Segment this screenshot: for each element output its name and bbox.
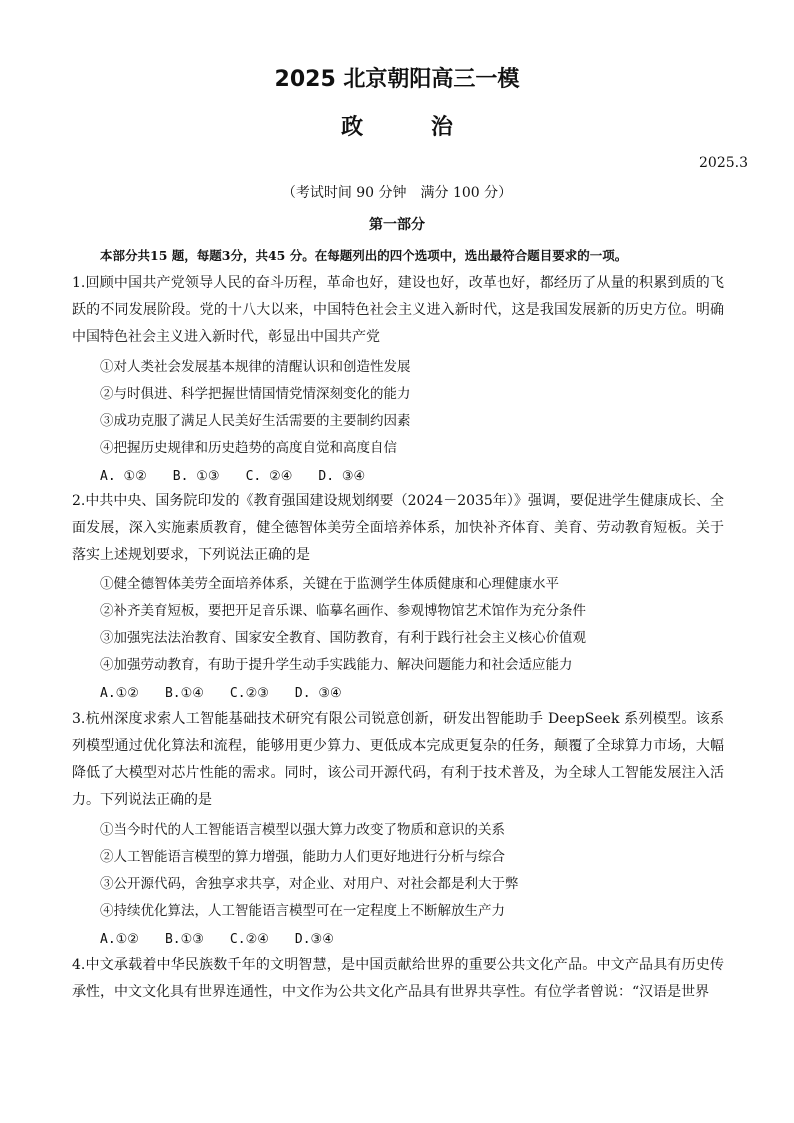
question-3-option-1: ①当今时代的人工智能语言模型以强大算力改变了物质和意识的关系 xyxy=(100,822,505,838)
question-3-text: 3.杭州深度求索人工智能基础技术研究有限公司锐意创新，研发出智能助手 DeepSeek 系列模型。该系列模型通过优化算法和流程，能够用更少算力、更低成本完成更复杂的任务，颠覆了全球算力市场，大幅降低了大模型对芯片性能的需求。同时，该公司开源代码，有利于技术普及，为全球人工智能发展注入活力。下列说法正确的是 xyxy=(72,711,724,808)
question-2-option-4: ④加强劳动教育，有助于提升学生动手实践能力、解决问题能力和社会适应能力 xyxy=(100,657,573,673)
question-1-option-4: ④把握历史规律和历史趋势的高度自觉和高度自信 xyxy=(100,440,397,456)
question-4-text: 4.中文承载着中华民族数千年的文明智慧，是中国贡献给世界的重要公共文化产品。中文产品具有历史传承性，中文文化具有世界连通性，中文作为公共文化产品具有世界共享性。有位学者曾说：“汉语是世界 xyxy=(72,957,724,1000)
exam-date: 2025.3 xyxy=(699,155,748,171)
question-3-option-4: ④持续优化算法，人工智能语言模型可在一定程度上不断解放生产力 xyxy=(100,903,505,919)
part-heading: 第一部分 xyxy=(369,217,425,233)
question-2-option-3: ③加强宪法法治教育、国家安全教育、国防教育，有利于践行社会主义核心价值观 xyxy=(100,630,586,646)
question-1-text: 1.回顾中国共产党领导人民的奋斗历程，革命也好，建设也好，改革也好，都经历了从量的积累到质的飞跃的不同发展阶段。党的十八大以来，中国特色社会主义进入新时代，这是我国发展新的历史方位。明确中国特色社会主义进入新时代，彰显出中国共产党 xyxy=(72,275,724,345)
question-1-option-1: ①对人类社会发展基本规律的清醒认识和创造性发展 xyxy=(100,359,411,375)
question-2-answers: A.①② B.①④ C.②③ D. ③④ xyxy=(100,686,342,701)
exam-title: 2025 北京朝阳高三一模 xyxy=(274,67,520,92)
question-2-text: 2.中共中央、国务院印发的《教育强国建设规划纲要（2024－2035年）》强调，要促进学生健康成长、全面发展，深入实施素质教育，健全德智体美劳全面培养体系，加快补齐体育、美育、劳动教育短板。关于落实上述规划要求，下列说法正确的是 xyxy=(72,493,724,563)
question-2-option-1: ①健全德智体美劳全面培养体系，关键在于监测学生体质健康和心理健康水平 xyxy=(100,576,559,592)
question-1-option-3: ③成功克服了满足人民美好生活需要的主要制约因素 xyxy=(100,413,411,429)
question-1-option-2: ②与时俱进、科学把握世情国情党情深刻变化的能力 xyxy=(100,386,411,402)
question-3-option-3: ③公开源代码，舍独享求共享，对企业、对用户、对社会都是利大于弊 xyxy=(100,876,519,892)
question-1-answers: A. ①② B. ①③ C. ②④ D. ③④ xyxy=(100,469,366,484)
question-3-option-2: ②人工智能语言模型的算力增强，能助力人们更好地进行分析与综合 xyxy=(100,849,505,865)
question-3-answers: A.①② B.①③ C.②④ D.③④ xyxy=(100,932,334,947)
part-instructions: 本部分共15 题，每题3分，共45 分。在每题列出的四个选项中，选出最符合题目要求的一项。 xyxy=(100,248,628,263)
question-2-option-2: ②补齐美育短板，要把开足音乐课、临摹名画作、参观博物馆艺术馆作为充分条件 xyxy=(100,603,586,619)
subject-title: 政 治 xyxy=(341,115,483,140)
exam-info: （考试时间 90 分钟 满分 100 分） xyxy=(281,185,513,201)
